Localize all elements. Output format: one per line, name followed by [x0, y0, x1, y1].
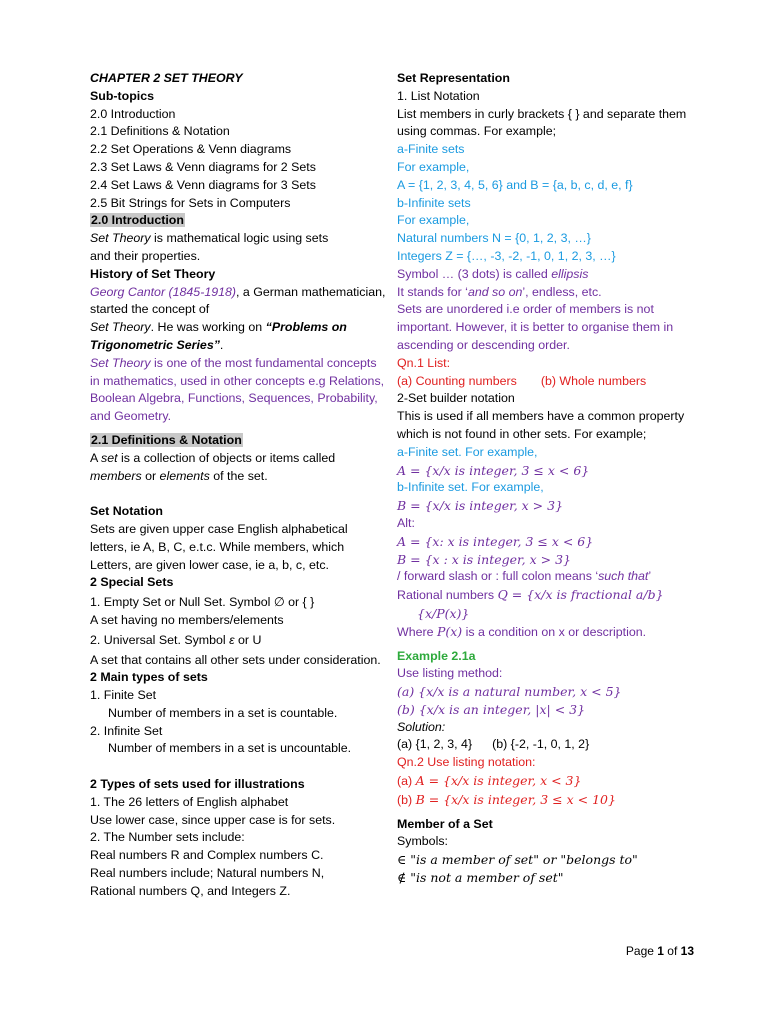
question-1-parts: (a) Counting numbers (b) Whole numbers: [397, 373, 647, 388]
list-line: List members in curly brackets { } and separate them: [397, 106, 687, 121]
set-definition: A set is a collection of objects or items called: [90, 450, 336, 465]
alt-math: B = {x : x is integer, x > 3}: [397, 551, 571, 567]
notation-heading: Set Notation: [90, 504, 163, 519]
natural-numbers: Natural numbers N = {0, 1, 2, 3, …}: [397, 231, 591, 246]
defs-heading: 2.1 Definitions & Notation: [91, 432, 242, 447]
page-total: 13: [680, 944, 694, 958]
representation-heading: Set Representation: [397, 71, 510, 85]
special-set-item: 1. Empty Set or Null Set. Symbol ∅ or { }: [90, 595, 315, 610]
builder-infinite-math: B = {x/x is integer, x > 3}: [397, 498, 564, 514]
unordered-line: important. However, it is better to organise them in: [397, 320, 674, 335]
illustration-desc: Rational numbers Q, and Integers Z.: [90, 883, 291, 898]
builder-heading: 2-Set builder notation: [397, 391, 515, 406]
intro-heading: 2.0 Introduction: [91, 213, 184, 228]
notation-line: letters, ie A, B, C, e.t.c. While members, which: [90, 539, 345, 554]
example-item: (a) {x/x is a natural number, x < 5}: [397, 684, 622, 700]
set-definition: members or elements of the set.: [90, 468, 268, 483]
infinite-sets-label: b-Infinite sets: [397, 195, 471, 210]
for-example-label: For example,: [397, 213, 470, 228]
question-2-item: (a) A = {x/x is integer, x < 3}: [397, 773, 582, 789]
unordered-line: Sets are unordered i.e order of members is not: [397, 302, 654, 317]
example-instruction: Use listing method:: [397, 666, 503, 681]
type-item: 2. Infinite Set: [90, 723, 163, 738]
builder-line: which is not found in other sets. For example;: [397, 426, 647, 441]
member-symbol-in: ∈ "is a member of set" or "belongs to": [397, 852, 638, 868]
illustration-heading: 2 Types of sets used for illustrations: [90, 777, 305, 792]
finite-sets-label: a-Finite sets: [397, 142, 465, 157]
rational-line: Rational numbers Q = {x/x is fractional a/b}: [397, 587, 664, 603]
main-types-heading: 2 Main types of sets: [90, 670, 208, 685]
alt-label: Alt:: [397, 515, 415, 530]
question-2-item: (b) B = {x/x is integer, 3 ≤ x < 10}: [397, 791, 616, 807]
chapter-title: CHAPTER 2 SET THEORY: [90, 71, 243, 85]
special-set-desc: A set that contains all other sets under consideration.: [90, 652, 381, 667]
alt-math: A = {x: x is integer, 3 ≤ x < 6}: [397, 533, 594, 549]
illustration-desc: Real numbers R and Complex numbers C.: [90, 848, 324, 863]
solution-line: (a) {1, 2, 3, 4} (b) {-2, -1, 0, 1, 2}: [397, 737, 590, 752]
fundamental-line: Boolean Algebra, Functions, Sequences, Probability,: [90, 391, 378, 406]
example-heading: Example 2.1a: [397, 648, 476, 663]
notation-line: Letters, are given lower case, ie a, b, c, etc.: [90, 557, 329, 572]
illustration-desc: Use lower case, since upper case is for sets.: [90, 812, 336, 827]
stands-line: It stands for ‘and so on’, endless, etc.: [397, 284, 602, 299]
history-line: started the concept of: [90, 302, 210, 317]
question-2: Qn.2 Use listing notation:: [397, 755, 536, 770]
page-footer: Page 1 of 13: [625, 944, 694, 958]
illustration-item: 1. The 26 letters of English alphabet: [90, 794, 289, 809]
fundamental-line: Set Theory is one of the most fundamental concepts: [90, 355, 377, 370]
builder-finite-math: A = {x/x is integer, 3 ≤ x < 6}: [397, 462, 590, 478]
illustration-item: 2. The Number sets include:: [90, 830, 245, 845]
builder-finite-label: a-Finite set. For example,: [397, 444, 538, 459]
member-heading: Member of a Set: [397, 816, 493, 831]
intro-line: Set Theory is mathematical logic using sets: [90, 231, 329, 246]
integers: Integers Z = {…, -3, -2, -1, 0, 1, 2, 3, …}: [397, 248, 616, 263]
intro-line: and their properties.: [90, 248, 201, 263]
subtopic-item: 2.0 Introduction: [90, 106, 176, 121]
list-line: using commas. For example;: [397, 124, 557, 139]
question-1: Qn.1 List:: [397, 355, 451, 370]
history-line: Georg Cantor (1845-1918), a German mathematician,: [90, 284, 386, 299]
history-heading: History of Set Theory: [90, 266, 216, 281]
fundamental-line: in mathematics, used in other concepts e.g Relations,: [90, 373, 385, 388]
where-line: Where P(x) is a condition on x or description.: [397, 623, 647, 639]
symbols-label: Symbols:: [397, 834, 448, 849]
subtopic-item: 2.4 Set Laws & Venn diagrams for 3 Sets: [90, 177, 316, 192]
left-column: [90, 70, 386, 901]
unordered-line: ascending or descending order.: [397, 337, 570, 352]
subtopic-item: 2.2 Set Operations & Venn diagrams: [90, 142, 292, 157]
subtopic-item: 2.3 Set Laws & Venn diagrams for 2 Sets: [90, 159, 316, 174]
type-desc: Number of members in a set is uncountable.: [108, 741, 352, 756]
illustration-desc: Real numbers include; Natural numbers N,: [90, 866, 325, 881]
subtopic-item: 2.5 Bit Strings for Sets in Computers: [90, 195, 291, 210]
builder-line: This is used if all members have a common property: [397, 409, 685, 424]
history-line: Set Theory. He was working on “Problems on: [90, 320, 347, 335]
builder-infinite-label: b-Infinite set. For example,: [397, 480, 544, 495]
history-line: Trigonometric Series”.: [90, 337, 224, 352]
slash-line: / forward slash or : full colon means ‘such that’: [397, 569, 652, 584]
notation-line: Sets are given upper case English alphabetical: [90, 521, 348, 536]
type-item: 1. Finite Set: [90, 688, 157, 703]
page-number: 1: [657, 944, 664, 958]
ellipsis-line: Symbol … (3 dots) is called ellipsis: [397, 266, 589, 281]
subtopic-item: 2.1 Definitions & Notation: [90, 124, 230, 139]
type-desc: Number of members in a set is countable.: [108, 705, 338, 720]
special-set-item: 2. Universal Set. Symbol ε or U: [90, 632, 262, 647]
for-example-label: For example,: [397, 159, 470, 174]
member-symbol-notin: ∉ "is not a member of set": [397, 870, 564, 886]
general-form: {x/P(x)}: [417, 605, 470, 621]
finite-example: A = {1, 2, 3, 4, 5, 6} and B = {a, b, c, d, e, f}: [397, 177, 633, 192]
right-column: [397, 70, 697, 887]
fundamental-line: and Geometry.: [90, 409, 172, 424]
subtopics-heading: Sub-topics: [90, 88, 155, 103]
special-sets-heading: 2 Special Sets: [90, 575, 174, 590]
list-notation-heading: 1. List Notation: [397, 88, 480, 103]
special-set-desc: A set having no members/elements: [90, 612, 284, 627]
solution-label: Solution:: [397, 719, 446, 734]
example-item: (b) {x/x is an integer, |x| < 3}: [397, 701, 586, 717]
